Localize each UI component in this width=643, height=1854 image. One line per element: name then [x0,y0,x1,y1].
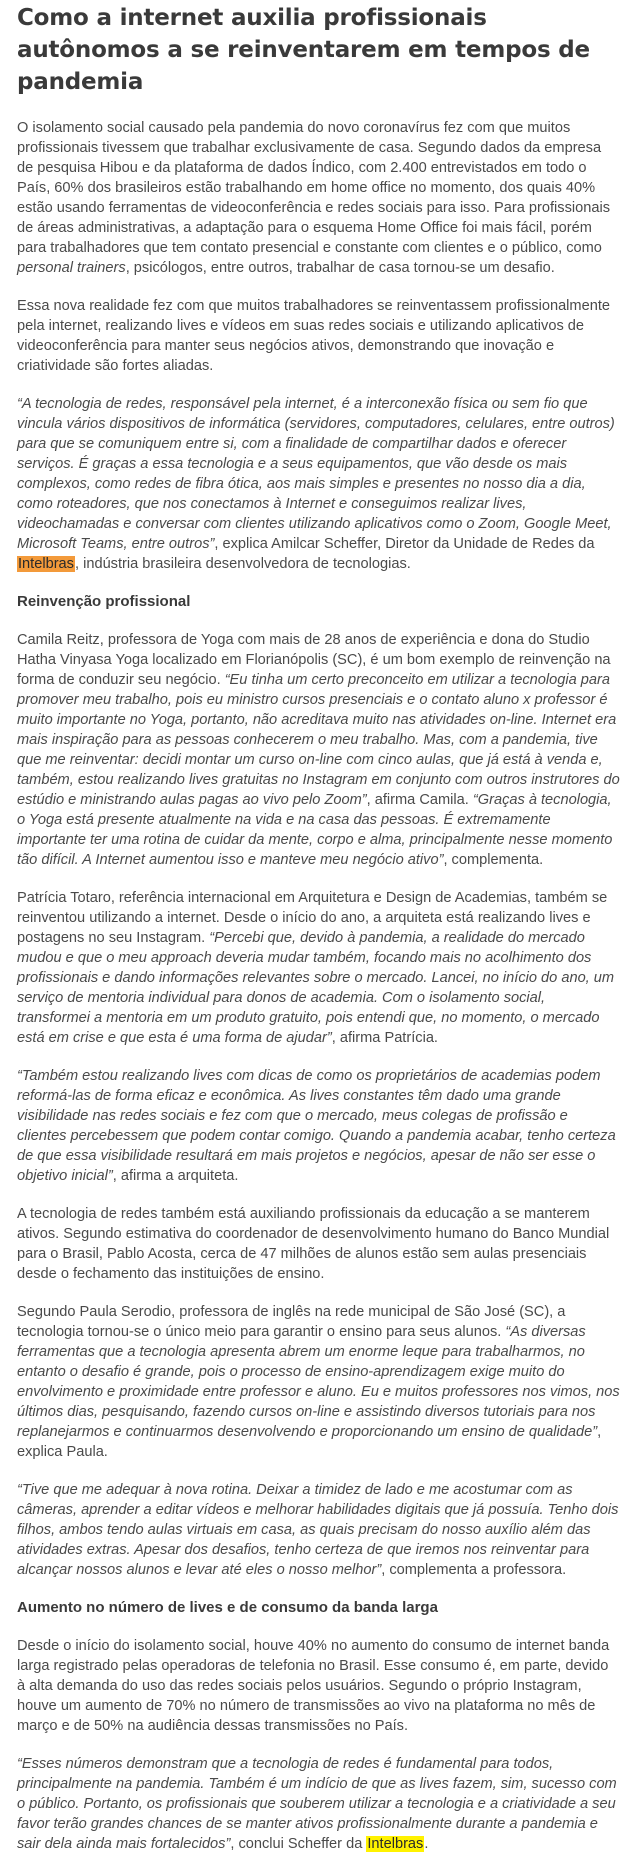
article-title: Como a internet auxilia profissionais autônomos a se reinventarem em tempos de pandemia [17,5,590,95]
paragraph-patricia: Patrícia Totaro, referência internacional em Arquitetura e Design de Academias, também se reinventou utilizando a internet. Desde o início do ano, a arquiteta está realizando lives e postagens no seu Instagram. “Percebi que, devido à pandemia, a realidade do mercado mudou e que o meu approach deveria mudar também, focando mais no acolhimento dos profissionais e dando informações relevantes sobre o mercado. Lancei, no início do ano, um serviço de mentoria individual para donos de academia. Com o isolamento social, transformei a mentoria em um produto gratuito, pois entendi que, no momento, o mercado está em crise e que esta é uma forma de ajudar”, afirma Patrícia. [17,890,615,1046]
paragraph-education: A tecnologia de redes também está auxiliando profissionais da educação a se manterem ativos. Segundo estimativa do coordenador de desenvolvimento humano do Banco Mundial para o Brasil, Pablo Acosta, cerca de 47 milhões de alunos estão sem aulas presenciais desde o fechamento das instituições de ensino. [17,1206,610,1282]
brand-highlight: Intelbras [18,556,74,572]
paragraph-conclusion: “Esses números demonstram que a tecnologia de redes é fundamental para todos, principalmente na pandemia. Também é um indício de que as lives fazem, sim, sucesso com o público. Portanto, os profissionais que souberem utilizar a tecnologia e a criatividade a seu favor terão grandes chances de se manter ativos profissionalmente durante a pandemia e sair dela ainda mais fortalecidos”, conclui Scheffer da Intelbras. [17,1756,617,1852]
section-heading-aumento: Aumento no número de lives e de consumo da banda larga [17,1599,438,1616]
section-heading-reinvencao: Reinvenção profissional [17,593,191,610]
paragraph-paula-quote: “Tive que me adequar à nova rotina. Deixar a timidez de lado e me acostumar com as câmeras, aprender a editar vídeos e melhorar habilidades digitais que já possuía. Tenho dois filhos, ambos tendo aulas virtuais em casa, as quais precisam do nosso auxílio além das atividades extras. Apesar dos desafios, tenho certeza de que iremos nos reinventar para alcançar nossos alunos e levar até eles o nosso melhor”, complementa a professora. [17,1482,619,1578]
paragraph-camila: Camila Reitz, professora de Yoga com mais de 28 anos de experiência e dona do Studio Hatha Vinyasa Yoga localizado em Florianópolis (SC), é um bom exemplo de reinvenção na forma de conduzir seu negócio. “Eu tinha um certo preconceito em utilizar a tecnologia para promover meu trabalho, pois eu ministro cursos presenciais e o contato aluno x professor é muito importante no Yoga, portanto, não acreditava muito nas atividades on-line. Internet era mais inspiração para as pessoas conhecerem o meu trabalho. Mas, com a pandemia, tive que me reinventar: decidi montar um curso on-line com cinco aulas, que já está à venda e, também, estou realizando lives gratuitas no Instagram em conjunto com outros instrutores do estúdio e ministrando aulas pagas ao vivo pelo Zoom”, afirma Camila. “Graças à tecnologia, o Yoga está presente atualmente na vida e na casa das pessoas. É extremamente importante ter uma rotina de cuidar da mente, corpo e alma, principalmente nesse momento tão difícil. A Internet aumentou isso e manteve meu negócio ativo”, complementa. [17,632,620,868]
paragraph-patricia-quote: “Também estou realizando lives com dicas de como os proprietários de academias podem reformá-las de forma eficaz e econômica. As lives constantes têm dado uma grande visibilidade nas redes sociais e fez com que o mercado, meus colegas de profissão e clientes percebessem que podem contar comigo. Quando a pandemia acabar, tenho certeza de que essa visibilidade resultará em mais projetos e negócios, apesar de não ser esse o objetivo inicial”, afirma a arquiteta. [17,1068,616,1184]
paragraph-scheffer-quote: “A tecnologia de redes, responsável pela internet, é a interconexão física ou sem fio que vincula vários dispositivos de informática (servidores, computadores, celulares, entre outros) para que se comuniquem entre si, com a finalidade de compartilhar dados e oferecer serviços. É graças a essa tecnologia e a seus equipamentos, que vão desde os mais complexos, como redes de fibra ótica, aos mais simples e presentes no nosso dia a dia, como roteadores, que nos conectamos à Internet e conseguimos realizar lives, videochamadas e conversar com clientes utilizando aplicativos como o Zoom, Google Meet, Microsoft Teams, entre outros”, explica Amilcar Scheffer, Diretor da Unidade de Redes da Intelbras, indústria brasileira desenvolvedora de tecnologias. [17,396,615,572]
paragraph-consumo: Desde o início do isolamento social, houve 40% no aumento do consumo de internet banda larga registrado pelas operadoras de telefonia no Brasil. Esse consumo é, em parte, devido à alta demanda do uso das redes sociais pelos usuários. Segundo o próprio Instagram, houve um aumento de 70% no número de transmissões ao vivo na plataforma no mês de março e de 50% na audiência dessas transmissões no País. [17,1638,610,1734]
paragraph-reality: Essa nova realidade fez com que muitos trabalhadores se reinventassem profissionalmente pela internet, realizando lives e vídeos em suas redes sociais e utilizando aplicativos de videoconferência para manter seus negócios ativos, demonstrando que inovação e criatividade são fortes aliadas. [17,298,610,374]
paragraph-intro: O isolamento social causado pela pandemia do novo coronavírus fez com que muitos profissionais tivessem que trabalhar exclusivamente de casa. Segundo dados da empresa de pesquisa Hibou e da plataforma de dados Índico, com 2.400 entrevistados em todo o País, 60% dos brasileiros estão trabalhando em home office no momento, dos quais 40% estão usando ferramentas de videoconferência e redes sociais para isso. Para profissionais de áreas administrativas, a adaptação para o esquema Home Office foi mais fácil, porém para trabalhadores que tem contato presencial e constante com clientes e o público, como personal trainers, psicólogos, entre outros, trabalhar de casa tornou-se um desafio. [17,120,610,276]
paragraph-paula: Segundo Paula Serodio, professora de inglês na rede municipal de São José (SC), a tecnologia tornou-se o único meio para garantir o ensino para seus alunos. “As diversas ferramentas que a tecnologia apresenta abrem um enorme leque para trabalharmos, no entanto o desafio é grande, pois o processo de ensino-aprendizagem exige muito do envolvimento e proximidade entre professor e aluno. Eu e muitos professores nos vimos, nos últimos dias, pesquisando, fazendo cursos on-line e assistindo diversos tutoriais para nos replanejarmos e continuarmos desenvolvendo e proporcionando um ensino de qualidade”, explica Paula. [17,1304,620,1460]
brand-highlight: Intelbras [367,1836,424,1852]
